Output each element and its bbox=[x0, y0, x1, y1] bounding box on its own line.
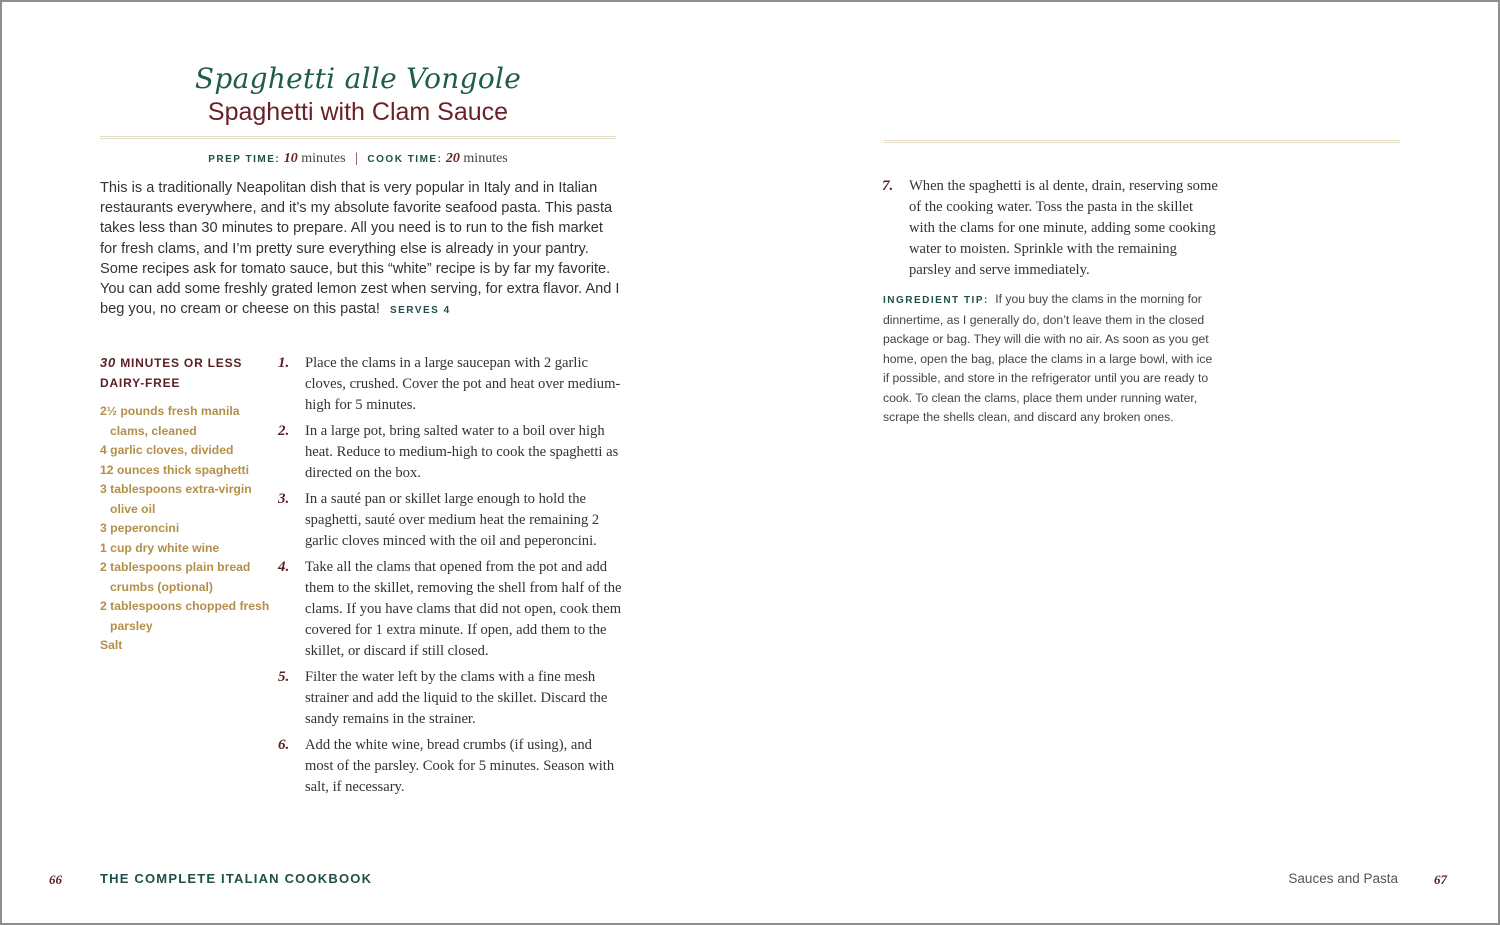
recipe-tags bbox=[100, 353, 270, 393]
ingredient-item: 12 ounces thick spaghetti bbox=[100, 462, 249, 477]
right-page-divider bbox=[884, 140, 1400, 143]
step-number: 5. bbox=[278, 669, 290, 685]
time-separator: | bbox=[355, 151, 358, 166]
tag-time-text: MINUTES OR LESS bbox=[120, 356, 243, 370]
step-text: In a large pot, bring salted water to a boil over high heat. Reduce to medium-high to cook the spaghetti as directed on the box. bbox=[305, 423, 619, 481]
step-item bbox=[278, 667, 623, 730]
recipe-title-english: Spaghetti with Clam Sauce bbox=[207, 98, 509, 126]
intro-text: This is a traditionally Neapolitan dish that is very popular in Italy and in Italian restaurants everywhere, and it’s my absolute favorite seafood pasta. This pasta takes less than 30 minutes to prepare. All you need is to run to the fish market for fresh clams, and I’m pretty sure everything else is already in your pantry. Some recipes ask for tomato sauce, but this “white” recipe is by far my favorite. You can add some freshly grated lemon zest when serving, for extra flavor. And I beg you, no cream or cheese on this pasta! bbox=[100, 180, 620, 318]
step-item bbox=[278, 353, 623, 416]
ingredient-item: 3 tablespoons extra-virgin olive oil bbox=[100, 482, 252, 516]
ingredient-item: Salt bbox=[100, 638, 123, 652]
prep-time-value: 10 bbox=[283, 151, 298, 166]
cook-time-value: 20 bbox=[445, 151, 460, 166]
step-number: 7. bbox=[882, 178, 894, 194]
step-number: 1. bbox=[278, 355, 290, 371]
step-number: 6. bbox=[278, 737, 290, 753]
recipe-title-italian: Spaghetti alle Vongole bbox=[194, 62, 522, 95]
book-title: THE COMPLETE ITALIAN COOKBOOK bbox=[100, 871, 373, 886]
cook-time-label: COOK TIME: bbox=[367, 154, 443, 165]
steps-list-right bbox=[882, 176, 1222, 286]
page-number-left: 66 bbox=[49, 872, 62, 887]
step-number: 3. bbox=[278, 491, 290, 507]
ingredient-item: 4 garlic cloves, divided bbox=[100, 443, 234, 457]
prep-time-label: PREP TIME: bbox=[208, 154, 281, 165]
step-number: 4. bbox=[278, 559, 290, 575]
ingredient-item: 2 tablespoons chopped fresh parsley bbox=[100, 599, 270, 633]
cook-time-unit: minutes bbox=[463, 151, 508, 166]
step-text: Take all the clams that opened from the pot and add them to the skillet, removing the shell from half of the clams. If you have clams that did not open, cook them covered for 1 extra minute. If open, add them to the skillet, or discard if still closed. bbox=[305, 559, 622, 659]
recipe-intro bbox=[100, 178, 620, 321]
step-item bbox=[278, 421, 623, 484]
step-text: Filter the water left by the clams with a fine mesh strainer and add the liquid to the skillet. Discard the sandy remains in the strainer. bbox=[305, 669, 608, 727]
serves-label: SERVES 4 bbox=[389, 305, 451, 317]
ingredient-item: 3 peperoncini bbox=[100, 521, 180, 535]
recipe-times bbox=[100, 151, 616, 167]
tag-time bbox=[100, 353, 270, 373]
tip-label: INGREDIENT TIP: bbox=[883, 295, 989, 306]
title-divider bbox=[100, 136, 616, 139]
ingredient-item: 2 tablespoons plain bread crumbs (optional) bbox=[100, 560, 251, 594]
step-item bbox=[278, 489, 623, 552]
step-text: In a sauté pan or skillet large enough to hold the spaghetti, sauté over medium heat the remaining 2 garlic cloves minced with the oil and peperoncini. bbox=[305, 491, 600, 549]
prep-time-unit: minutes bbox=[301, 151, 346, 166]
tag-diet: DAIRY-FREE bbox=[100, 376, 181, 390]
steps-list-left bbox=[278, 353, 623, 803]
step-item bbox=[278, 735, 623, 798]
tag-time-number: 30 bbox=[100, 355, 117, 370]
ingredient-item: 1 cup dry white wine bbox=[100, 540, 220, 555]
step-text: Place the clams in a large saucepan with 2 garlic cloves, crushed. Cover the pot and heat over medium-high for 5 minutes. bbox=[305, 355, 621, 413]
tip-text: If you buy the clams in the morning for dinnertime, as I generally do, don’t leave them in the closed package or bag. They will die with no air. As soon as you get home, open the bag, place the clams in a large bowl, with ice if possible, and store in the refrigerator until you are ready to cook. To clean the clams, place them under running water, scrape the shells clean, and discard any broken ones. bbox=[883, 292, 1213, 424]
step-text: Add the white wine, bread crumbs (if using), and most of the parsley. Cook for 5 minutes. Season with salt, if necessary. bbox=[305, 737, 615, 795]
page-number-right: 67 bbox=[1434, 872, 1447, 887]
step-item bbox=[278, 557, 623, 662]
step-number: 2. bbox=[278, 423, 290, 439]
step-text: When the spaghetti is al dente, drain, reserving some of the cooking water. Toss the pasta in the skillet with the clams for one minute, adding some cooking water to moisten. Sprinkle with the remaining parsley and serve immediately. bbox=[909, 178, 1218, 278]
ingredient-tip bbox=[883, 290, 1218, 428]
section-title: Sauces and Pasta bbox=[1288, 871, 1398, 886]
step-item bbox=[882, 176, 1222, 281]
ingredient-item: 2½ pounds fresh manila clams, cleaned bbox=[100, 404, 240, 438]
ingredients-list bbox=[100, 402, 270, 656]
